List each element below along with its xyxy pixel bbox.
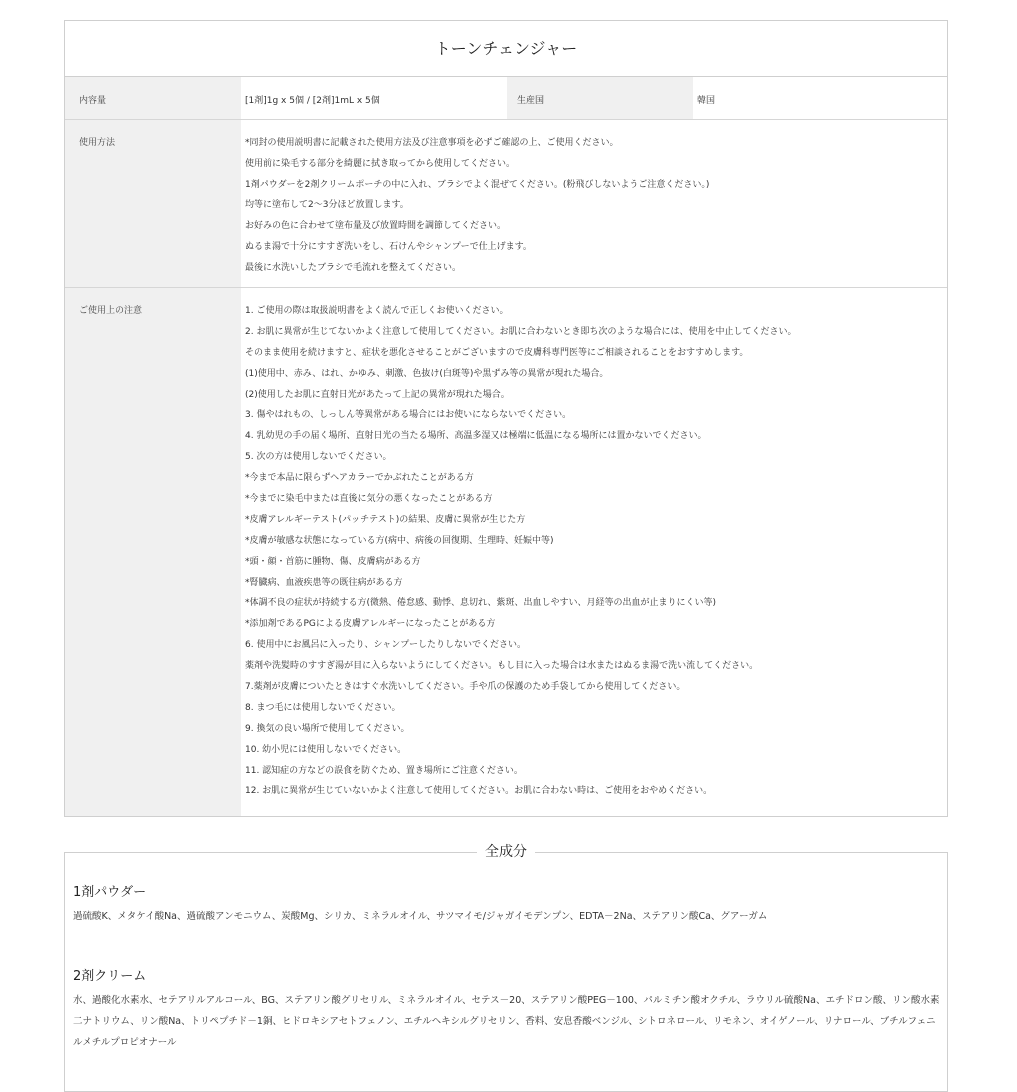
caution-line: 1. ご使用の際は取扱説明書をよく読んで正しくお使いください。 bbox=[245, 306, 509, 316]
caution-line: 4. 乳幼児の手の届く場所、直射日光の当たる場所、高温多湿又は極端に低温になる場所には置かないでください。 bbox=[245, 431, 707, 442]
caution-line: (2)使用したお肌に直射日光があたって上記の異常が現れた場合。 bbox=[245, 389, 510, 400]
usage-line: 均等に塗布して2～3分ほど放置します。 bbox=[245, 200, 409, 211]
caution-label: ご使用上の注意 bbox=[65, 288, 241, 816]
powder-section bbox=[73, 881, 941, 927]
ingredients-title: 全成分 bbox=[477, 841, 535, 863]
origin-label: 生産国 bbox=[507, 77, 693, 119]
caution-line: *皮膚アレルギーテスト(パッチテスト)の結果、皮膚に異常が生じた方 bbox=[245, 514, 526, 525]
caution-row bbox=[65, 288, 947, 816]
caution-line: *今までに染毛中または直後に気分の悪くなったことがある方 bbox=[245, 494, 493, 505]
caution-line: 2. お肌に異常が生じてないかよく注意して使用してください。お肌に合わないとき即ち次のような場合には、使用を中止してください。 bbox=[245, 326, 797, 337]
caution-line: 8. まつ毛には使用しないでください。 bbox=[245, 702, 401, 713]
product-spec-table bbox=[64, 20, 948, 817]
caution-line: *腎臓病、血液疾患等の既往病がある方 bbox=[245, 577, 403, 588]
caution-line: 5. 次の方は使用しないでください。 bbox=[245, 452, 392, 463]
caution-line: *頭・顔・首筋に腫物、傷、皮膚病がある方 bbox=[245, 556, 421, 567]
product-title: トーンチェンジャー bbox=[65, 21, 947, 77]
usage-line: 最後に水洗いしたブラシで毛流れを整えてください。 bbox=[245, 262, 462, 273]
caution-line: 10. 幼小児には使用しないでください。 bbox=[245, 744, 407, 755]
caution-line: *皮膚が敏感な状態になっている方(病中、病後の回復期、生理時、妊娠中等) bbox=[245, 535, 554, 546]
usage-line: お好みの色に合わせて塗布量及び放置時間を調節してください。 bbox=[245, 221, 507, 232]
powder-title: 1剤パウダー bbox=[73, 885, 147, 900]
cream-ingredients: 水、過酸化水素水、セテアリルアルコール、BG、ステアリン酸グリセリル、ミネラルオイル、セテス－20、ステアリン酸PEG－100、パルミチン酸オクチル、ラウリル硫酸Na、エチドロン酸、リン酸水素二ナトリウム、リン酸Na、トリペプチド－1銅、ヒドロキシアセトフェノン、エチルヘキシルグリセリン、香料、安息香酸ベンジル、シトロネロール、リモネン、オイゲノール、リナロール、ブチルフェニルメチルプロピオナール bbox=[73, 995, 940, 1048]
amount-value: [1剤]1g x 5個 / [2剤]1mL x 5個 bbox=[245, 96, 380, 106]
cream-section bbox=[73, 965, 941, 1053]
usage-line: ぬるま湯で十分にすすぎ洗いをし、石けんやシャンプーで仕上げます。 bbox=[245, 241, 532, 252]
caution-line: *今まで本品に限らずヘアカラーでかぶれたことがある方 bbox=[245, 473, 474, 484]
powder-ingredients: 過硫酸K、メタケイ酸Na、過硫酸アンモニウム、炭酸Mg、シリカ、ミネラルオイル、サツマイモ/ジャガイモデンプン、EDTA－2Na、ステアリン酸Ca、グアーガム bbox=[73, 911, 768, 922]
caution-lines bbox=[241, 288, 947, 816]
usage-line: 1剤パウダーを2剤クリームポーチの中に入れ、ブラシでよく混ぜてください。(粉飛びしないようご注意ください。) bbox=[245, 179, 710, 190]
usage-line: *同封の使用説明書に記載された使用方法及び注意事項を必ずご確認の上、ご使用ください。 bbox=[245, 138, 619, 148]
caution-line: 薬剤や洗髪時のすすぎ湯が目に入らないようにしてください。もし目に入った場合は水またはぬるま湯で洗い流してください。 bbox=[245, 661, 759, 672]
usage-lines bbox=[241, 120, 947, 287]
caution-line: 7.薬剤が皮膚についたときはすぐ水洗いしてください。手や爪の保護のため手袋してから使用してください。 bbox=[245, 682, 686, 693]
caution-line: 3. 傷やはれもの、しっしん等異常がある場合にはお使いにならないでください。 bbox=[245, 410, 572, 421]
caution-line: そのまま使用を続けますと、症状を悪化させることがございますので皮膚科専門医等にご相談されることをおすすめします。 bbox=[245, 347, 749, 358]
caution-line: 12. お肌に異常が生じていないかよく注意して使用してください。お肌に合わない時は、ご使用をおやめください。 bbox=[245, 786, 713, 797]
cream-title: 2剤クリーム bbox=[73, 969, 147, 984]
caution-line: 9. 換気の良い場所で使用してください。 bbox=[245, 723, 410, 734]
amount-label: 内容量 bbox=[65, 77, 241, 119]
origin-value: 韓国 bbox=[697, 96, 716, 106]
caution-line: *体調不良の症状が持続する方(微熱、倦怠感、動悸、息切れ、紫斑、出血しやすい、月経等の出血が止まりにくい等) bbox=[245, 598, 717, 609]
usage-line: 使用前に染毛する部分を綺麗に拭き取ってから使用してください。 bbox=[245, 158, 516, 169]
ingredients-box bbox=[64, 852, 948, 1092]
amount-row bbox=[65, 77, 947, 120]
usage-label: 使用方法 bbox=[65, 120, 241, 287]
caution-line: 6. 使用中にお風呂に入ったり、シャンプーしたりしないでください。 bbox=[245, 640, 526, 651]
caution-line: *添加剤であるPGによる皮膚アレルギーになったことがある方 bbox=[245, 619, 496, 630]
caution-line: 11. 認知症の方などの誤食を防ぐため、置き場所にご注意ください。 bbox=[245, 765, 523, 776]
caution-line: (1)使用中、赤み、はれ、かゆみ、刺激、色抜け(白斑等)や黒ずみ等の異常が現れた場合。 bbox=[245, 368, 609, 379]
usage-row bbox=[65, 120, 947, 288]
